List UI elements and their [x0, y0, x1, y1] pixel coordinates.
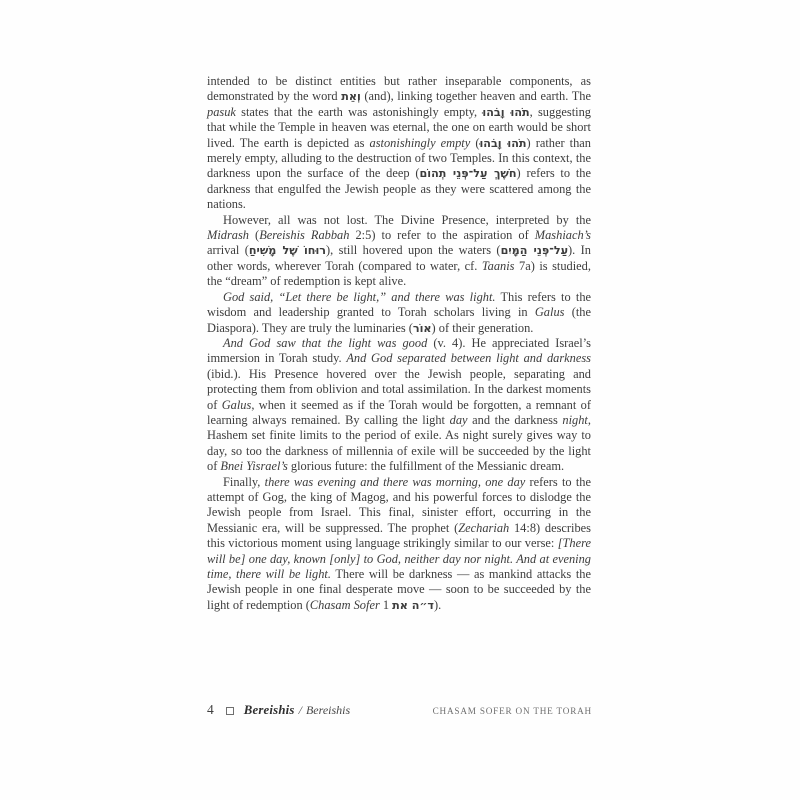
body-text: states that the earth was astonishingly empty,: [235, 104, 483, 119]
body-text: , suggesting that while the Temple in heaven was eternal, the one on earth would be short lived. The earth is depicted as: [207, 104, 591, 150]
italic-text: day: [449, 412, 468, 427]
italic-text: Zechariah: [458, 520, 510, 535]
body-text: However, all was not lost. The Divine Presence, interpreted by the: [223, 212, 591, 227]
italic-text: night: [562, 412, 588, 427]
hebrew-phrase: עַל־פְּנֵי הַמָּיִם: [500, 244, 569, 258]
body-text: 1: [379, 597, 393, 612]
text-block: [207, 74, 591, 613]
paragraph: [207, 336, 591, 475]
body-text: refers to the attempt of Gog, the king of Magog, and his powerful forces to dislodge the Jewish people from Israel. This final, sinister effort, occurring in the Messianic era, will be suppressed. The prophet (: [207, 474, 592, 535]
body-text: This refers to the wisdom and leadership granted to Torah scholars living in: [207, 289, 592, 320]
body-text: intended to be distinct entities but rather inseparable components, as demonstrated by the word: [207, 74, 591, 104]
italic-text: pasuk: [207, 104, 236, 119]
page-footer: [207, 702, 592, 718]
body-text: (ibid.). His Presence hovered over the Jewish people, separating and protecting them from oblivion and total assimilation. In the darkest moments of: [207, 366, 591, 412]
hebrew-phrase: תֹהוּ וָבֹהוּ: [479, 136, 527, 150]
body-text: 14:8) describes this victorious moment using language strikingly similar to our verse:: [207, 520, 592, 551]
body-text: , when it seemed as if the Torah would be forgotten, a remnant of learning always remained. By calling the light: [207, 397, 592, 427]
paragraph: [207, 74, 591, 213]
italic-text: Chasam Sofer: [309, 597, 380, 612]
italic-text: astonishingly empty: [369, 135, 471, 150]
italic-text: God said, “Let there be light,” and there was light.: [223, 289, 496, 304]
body-text: ) of their generation.: [431, 320, 534, 335]
italic-text: Taanis: [481, 258, 515, 273]
body-text: arrival (: [207, 243, 249, 258]
page-number: 4: [207, 702, 214, 717]
body-text: and the darkness: [467, 412, 563, 427]
italic-text: Midrash: [207, 228, 249, 243]
parsha-title-italic: Bereishis: [305, 703, 351, 717]
hebrew-phrase: תֹהוּ וָבֹהוּ: [482, 105, 530, 119]
italic-text: [There will be] one day, known [only] to God, neither day nor night. And at evening time, there will be light.: [207, 536, 591, 581]
square-bullet-icon: [226, 707, 234, 715]
book-title: CHASAM SOFER ON THE TORAH: [432, 706, 592, 716]
italic-text: And God saw that the light was good: [223, 335, 428, 350]
body-text: (v. 4). He appreciated Israel’s immersion in Torah study.: [207, 335, 591, 366]
italic-text: And God separated between light and darkness: [346, 351, 592, 366]
parsha-title-bold: Bereishis: [243, 703, 295, 717]
body-text: ). In other words, wherever Torah (compared to water, cf.: [207, 243, 591, 273]
body-text: glorious future: the fulfillment of the Messianic dream.: [287, 459, 565, 474]
body-text: 7a) is studied, the “dream” of redemption is kept alive.: [207, 258, 591, 289]
italic-text: Galus: [534, 305, 565, 320]
body-text: ).: [433, 597, 442, 612]
paragraph: [207, 290, 591, 336]
footer-left: [207, 702, 350, 718]
footer-separator: /: [298, 703, 302, 717]
hebrew-phrase: אוֹר: [412, 321, 432, 335]
paragraph: [207, 475, 591, 614]
body-text: (: [470, 135, 480, 150]
body-text: ), still hovered upon the waters (: [326, 243, 501, 258]
italic-text: Bnei Yisrael’s: [220, 459, 288, 474]
body-text: (: [249, 228, 260, 243]
body-text: (and), linking together heaven and earth. The: [360, 89, 591, 104]
body-text: (the Diaspora). They are truly the luminaries (: [207, 305, 591, 335]
body-text: 2:5) to refer to the aspiration of: [349, 228, 535, 243]
hebrew-phrase: וְאֵת: [341, 90, 361, 104]
hebrew-phrase: ד״ה את: [392, 598, 434, 612]
body-text: There will be darkness — as mankind attacks the Jewish people in one final desperate move — soon to be succeeded by the light of redemption (: [207, 567, 591, 612]
body-text: ) refers to the darkness that engulfed the Jewish people as they were scattered among the nations.: [207, 166, 591, 212]
paragraph: [207, 213, 591, 290]
body-text: ) rather than merely empty, alluding to the destruction of two Temples. In this context, the darkness upon the surface of the deep (: [207, 135, 591, 181]
italic-text: Galus: [221, 397, 252, 412]
hebrew-phrase: רוּחוֹ שֶׁל מָשִׁיחַ: [248, 244, 326, 258]
body-text: , Hashem set finite limits to the period of exile. As night surely gives way to day, so too the darkness of millennia of exile will be succeeded by the light of: [207, 412, 591, 474]
body-text: Finally,: [223, 474, 265, 489]
italic-text: there was evening and there was morning, one day: [264, 474, 526, 489]
italic-text: Mashiach’s: [534, 228, 591, 243]
italic-text: Bereishis Rabbah: [259, 228, 350, 243]
hebrew-phrase: חֹשֶׁךְ עַל־פְּנֵי תְהוֹם: [419, 167, 517, 181]
